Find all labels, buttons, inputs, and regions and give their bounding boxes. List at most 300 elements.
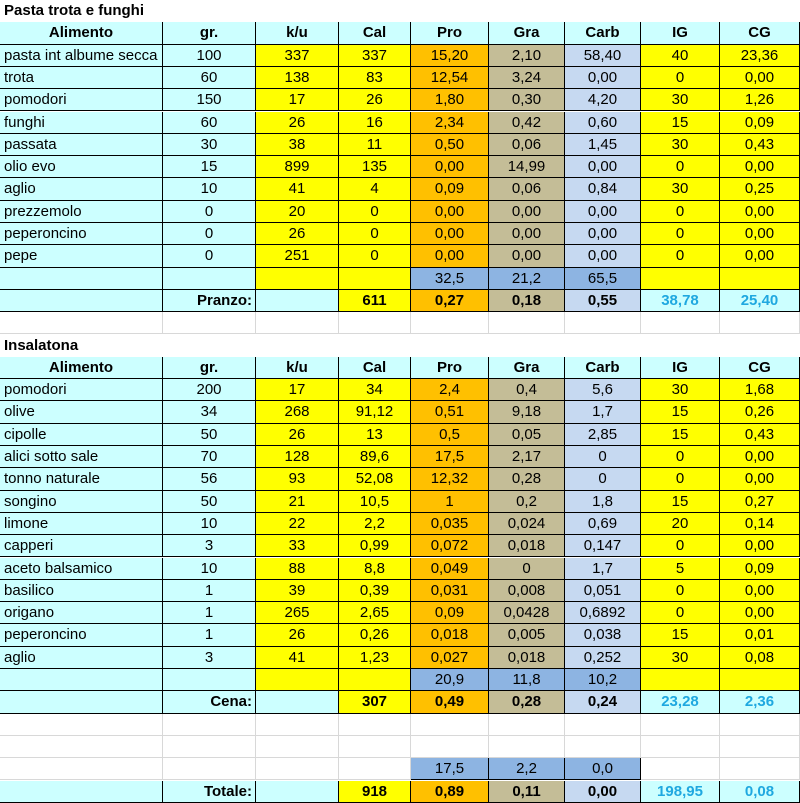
cell-ig[interactable]: 30 (641, 647, 720, 669)
cell-ku[interactable]: 26 (256, 112, 339, 134)
macro-cell-ku[interactable] (256, 669, 339, 691)
cell-ku[interactable]: 265 (256, 602, 339, 624)
cell-gra[interactable]: 2,17 (489, 446, 565, 468)
cell-pro[interactable]: 0,072 (411, 535, 489, 557)
cell-ig[interactable]: 0 (641, 446, 720, 468)
macro-cell-cg[interactable] (720, 669, 800, 691)
cell-alimento[interactable]: limone (0, 513, 163, 535)
cell-alimento[interactable]: origano (0, 602, 163, 624)
empty-cell[interactable] (163, 758, 256, 780)
summary-label[interactable]: Pranzo: (163, 290, 256, 312)
cell-carb[interactable]: 0,69 (565, 513, 641, 535)
cell-cal[interactable]: 83 (339, 67, 411, 89)
cell-ku[interactable]: 38 (256, 134, 339, 156)
cell-carb[interactable]: 1,7 (565, 558, 641, 580)
summary-blank[interactable] (0, 691, 163, 713)
cell-carb[interactable]: 2,85 (565, 424, 641, 446)
summary-gra[interactable]: 0,18 (489, 290, 565, 312)
empty-cell[interactable] (0, 312, 163, 334)
cell-alimento[interactable]: capperi (0, 535, 163, 557)
empty-cell[interactable] (256, 312, 339, 334)
cell-ku[interactable]: 138 (256, 67, 339, 89)
cell-ku[interactable]: 17 (256, 89, 339, 111)
cell-gr[interactable]: 1 (163, 580, 256, 602)
cell-cg[interactable]: 0,43 (720, 134, 800, 156)
cell-ig[interactable]: 15 (641, 491, 720, 513)
cell-ku[interactable]: 39 (256, 580, 339, 602)
summary-ig[interactable]: 198,95 (641, 781, 720, 803)
cell-alimento[interactable]: pomodori (0, 379, 163, 401)
empty-cell[interactable] (339, 714, 411, 736)
cell-cal[interactable]: 135 (339, 156, 411, 178)
cell-cal[interactable]: 11 (339, 134, 411, 156)
cell-alimento[interactable]: passata (0, 134, 163, 156)
macro-cell-ig[interactable] (641, 669, 720, 691)
macro-cell-pro[interactable]: 32,5 (411, 268, 489, 290)
cell-gr[interactable]: 10 (163, 513, 256, 535)
cell-gr[interactable]: 1 (163, 624, 256, 646)
cell-ig[interactable]: 0 (641, 201, 720, 223)
cell-cg[interactable]: 0,27 (720, 491, 800, 513)
cell-ku[interactable]: 41 (256, 647, 339, 669)
cell-alimento[interactable]: funghi (0, 112, 163, 134)
cell-cal[interactable]: 4 (339, 178, 411, 200)
cell-pro[interactable]: 12,54 (411, 67, 489, 89)
cell-cal[interactable]: 0 (339, 201, 411, 223)
cell-ku[interactable]: 128 (256, 446, 339, 468)
macro-cell-cal[interactable] (339, 669, 411, 691)
cell-cg[interactable]: 0,00 (720, 156, 800, 178)
cell-alimento[interactable]: alici sotto sale (0, 446, 163, 468)
cell-ku[interactable]: 33 (256, 535, 339, 557)
cell-carb[interactable]: 0,00 (565, 201, 641, 223)
cell-gra[interactable]: 0,05 (489, 424, 565, 446)
cell-cg[interactable]: 0,08 (720, 647, 800, 669)
summary-pro[interactable]: 0,89 (411, 781, 489, 803)
cell-cal[interactable]: 0,99 (339, 535, 411, 557)
empty-cell[interactable] (163, 312, 256, 334)
cell-carb[interactable]: 0,00 (565, 223, 641, 245)
cell-pro[interactable]: 0,50 (411, 134, 489, 156)
summary-cal[interactable]: 611 (339, 290, 411, 312)
empty-cell[interactable] (256, 758, 339, 780)
cell-pro[interactable]: 0,049 (411, 558, 489, 580)
cell-ku[interactable]: 26 (256, 424, 339, 446)
cell-cg[interactable]: 0,00 (720, 223, 800, 245)
cell-ig[interactable]: 0 (641, 602, 720, 624)
summary-gra[interactable]: 0,11 (489, 781, 565, 803)
cell-gr[interactable]: 60 (163, 67, 256, 89)
macro-cell-carb[interactable]: 10,2 (565, 669, 641, 691)
macro-cell-gr[interactable] (163, 669, 256, 691)
empty-cell[interactable] (0, 758, 163, 780)
cell-ig[interactable]: 30 (641, 89, 720, 111)
cell-gr[interactable]: 34 (163, 401, 256, 423)
cell-ig[interactable]: 0 (641, 468, 720, 490)
macro-cell-cg[interactable] (720, 268, 800, 290)
cell-pro[interactable]: 0,00 (411, 156, 489, 178)
summary-cg[interactable]: 25,40 (720, 290, 800, 312)
cell-alimento[interactable]: pasta int albume secca (0, 45, 163, 67)
totals-macro-pro[interactable]: 17,5 (411, 758, 489, 780)
macro-cell-cal[interactable] (339, 268, 411, 290)
summary-cal[interactable]: 307 (339, 691, 411, 713)
cell-pro[interactable]: 15,20 (411, 45, 489, 67)
cell-gra[interactable]: 0,018 (489, 535, 565, 557)
cell-gr[interactable]: 15 (163, 156, 256, 178)
totals-macro-gra[interactable]: 2,2 (489, 758, 565, 780)
cell-gra[interactable]: 0,28 (489, 468, 565, 490)
summary-ig[interactable]: 38,78 (641, 290, 720, 312)
cell-cal[interactable]: 91,12 (339, 401, 411, 423)
cell-ig[interactable]: 0 (641, 535, 720, 557)
cell-carb[interactable]: 0,038 (565, 624, 641, 646)
summary-carb[interactable]: 0,00 (565, 781, 641, 803)
summary-pro[interactable]: 0,49 (411, 691, 489, 713)
empty-cell[interactable] (163, 714, 256, 736)
empty-cell[interactable] (641, 714, 720, 736)
empty-cell[interactable] (163, 736, 256, 758)
cell-cg[interactable]: 23,36 (720, 45, 800, 67)
cell-ig[interactable]: 15 (641, 112, 720, 134)
empty-cell[interactable] (0, 736, 163, 758)
summary-label[interactable]: Cena: (163, 691, 256, 713)
cell-ku[interactable]: 41 (256, 178, 339, 200)
empty-cell[interactable] (339, 312, 411, 334)
cell-alimento[interactable]: aglio (0, 178, 163, 200)
cell-alimento[interactable]: tonno naturale (0, 468, 163, 490)
cell-gr[interactable]: 200 (163, 379, 256, 401)
cell-ig[interactable]: 0 (641, 580, 720, 602)
cell-pro[interactable]: 17,5 (411, 446, 489, 468)
header-ig[interactable]: IG (641, 357, 720, 379)
cell-cal[interactable]: 89,6 (339, 446, 411, 468)
cell-ku[interactable]: 20 (256, 201, 339, 223)
cell-gra[interactable]: 0,0428 (489, 602, 565, 624)
cell-alimento[interactable]: olive (0, 401, 163, 423)
summary-pro[interactable]: 0,27 (411, 290, 489, 312)
cell-cg[interactable]: 0,00 (720, 245, 800, 267)
cell-cal[interactable]: 0,26 (339, 624, 411, 646)
cell-carb[interactable]: 5,6 (565, 379, 641, 401)
cell-gr[interactable]: 150 (163, 89, 256, 111)
empty-cell[interactable] (256, 736, 339, 758)
cell-pro[interactable]: 0,018 (411, 624, 489, 646)
header-gr[interactable]: gr. (163, 357, 256, 379)
cell-gra[interactable]: 0 (489, 558, 565, 580)
cell-ig[interactable]: 15 (641, 401, 720, 423)
cell-gr[interactable]: 30 (163, 134, 256, 156)
cell-ku[interactable]: 17 (256, 379, 339, 401)
cell-cal[interactable]: 2,2 (339, 513, 411, 535)
cell-ku[interactable]: 93 (256, 468, 339, 490)
cell-carb[interactable]: 1,8 (565, 491, 641, 513)
cell-alimento[interactable]: songino (0, 491, 163, 513)
cell-cg[interactable]: 0,00 (720, 201, 800, 223)
summary-cg[interactable]: 2,36 (720, 691, 800, 713)
header-pro[interactable]: Pro (411, 22, 489, 44)
cell-pro[interactable]: 1,80 (411, 89, 489, 111)
cell-ig[interactable]: 5 (641, 558, 720, 580)
summary-carb[interactable]: 0,55 (565, 290, 641, 312)
header-ku[interactable]: k/u (256, 357, 339, 379)
cell-alimento[interactable]: peperoncino (0, 624, 163, 646)
summary-blank[interactable] (0, 781, 163, 803)
cell-carb[interactable]: 0,147 (565, 535, 641, 557)
cell-cal[interactable]: 26 (339, 89, 411, 111)
cell-gra[interactable]: 0,42 (489, 112, 565, 134)
header-cg[interactable]: CG (720, 22, 800, 44)
cell-carb[interactable]: 4,20 (565, 89, 641, 111)
cell-carb[interactable]: 0,60 (565, 112, 641, 134)
cell-ig[interactable]: 30 (641, 178, 720, 200)
cell-carb[interactable]: 0,00 (565, 245, 641, 267)
cell-pro[interactable]: 0,09 (411, 178, 489, 200)
header-alimento[interactable]: Alimento (0, 357, 163, 379)
cell-ig[interactable]: 15 (641, 624, 720, 646)
empty-cell[interactable] (411, 312, 489, 334)
macro-cell-gr[interactable] (163, 268, 256, 290)
cell-cg[interactable]: 0,00 (720, 67, 800, 89)
cell-carb[interactable]: 0,00 (565, 156, 641, 178)
cell-gra[interactable]: 0,30 (489, 89, 565, 111)
cell-cal[interactable]: 0 (339, 223, 411, 245)
cell-gra[interactable]: 14,99 (489, 156, 565, 178)
summary-cg[interactable]: 0,08 (720, 781, 800, 803)
cell-ig[interactable]: 0 (641, 223, 720, 245)
cell-pro[interactable]: 0,035 (411, 513, 489, 535)
cell-pro[interactable]: 1 (411, 491, 489, 513)
cell-gra[interactable]: 0,06 (489, 134, 565, 156)
cell-gr[interactable]: 1 (163, 602, 256, 624)
cell-alimento[interactable]: aglio (0, 647, 163, 669)
cell-carb[interactable]: 0 (565, 446, 641, 468)
cell-gr[interactable]: 50 (163, 491, 256, 513)
cell-pro[interactable]: 0,031 (411, 580, 489, 602)
cell-carb[interactable]: 0,84 (565, 178, 641, 200)
empty-cell[interactable] (489, 736, 565, 758)
cell-gr[interactable]: 3 (163, 535, 256, 557)
cell-ig[interactable]: 0 (641, 67, 720, 89)
cell-cal[interactable]: 10,5 (339, 491, 411, 513)
macro-cell-alimento[interactable] (0, 669, 163, 691)
cell-gra[interactable]: 2,10 (489, 45, 565, 67)
cell-cal[interactable]: 2,65 (339, 602, 411, 624)
cell-ku[interactable]: 88 (256, 558, 339, 580)
cell-cg[interactable]: 0,00 (720, 602, 800, 624)
empty-cell[interactable] (0, 714, 163, 736)
cell-alimento[interactable]: trota (0, 67, 163, 89)
empty-cell[interactable] (720, 714, 800, 736)
header-gra[interactable]: Gra (489, 22, 565, 44)
cell-pro[interactable]: 0,09 (411, 602, 489, 624)
summary-blank-ku[interactable] (256, 781, 339, 803)
cell-carb[interactable]: 0,051 (565, 580, 641, 602)
summary-carb[interactable]: 0,24 (565, 691, 641, 713)
cell-alimento[interactable]: prezzemolo (0, 201, 163, 223)
macro-cell-alimento[interactable] (0, 268, 163, 290)
empty-cell[interactable] (411, 714, 489, 736)
cell-ig[interactable]: 30 (641, 134, 720, 156)
cell-pro[interactable]: 0,00 (411, 201, 489, 223)
cell-gra[interactable]: 0,005 (489, 624, 565, 646)
cell-gra[interactable]: 0,018 (489, 647, 565, 669)
macro-cell-gra[interactable]: 11,8 (489, 669, 565, 691)
cell-gra[interactable]: 0,008 (489, 580, 565, 602)
cell-cg[interactable]: 0,09 (720, 558, 800, 580)
cell-pro[interactable]: 2,34 (411, 112, 489, 134)
cell-gr[interactable]: 0 (163, 201, 256, 223)
summary-blank-ku[interactable] (256, 691, 339, 713)
header-cg[interactable]: CG (720, 357, 800, 379)
cell-carb[interactable]: 58,40 (565, 45, 641, 67)
macro-cell-pro[interactable]: 20,9 (411, 669, 489, 691)
header-gr[interactable]: gr. (163, 22, 256, 44)
cell-cal[interactable]: 16 (339, 112, 411, 134)
macro-cell-gra[interactable]: 21,2 (489, 268, 565, 290)
cell-ku[interactable]: 26 (256, 223, 339, 245)
cell-cg[interactable]: 0,09 (720, 112, 800, 134)
cell-gr[interactable]: 50 (163, 424, 256, 446)
header-ig[interactable]: IG (641, 22, 720, 44)
empty-cell[interactable] (641, 758, 720, 780)
header-gra[interactable]: Gra (489, 357, 565, 379)
cell-cal[interactable]: 52,08 (339, 468, 411, 490)
cell-pro[interactable]: 12,32 (411, 468, 489, 490)
summary-blank-ku[interactable] (256, 290, 339, 312)
empty-cell[interactable] (489, 714, 565, 736)
cell-gr[interactable]: 56 (163, 468, 256, 490)
cell-carb[interactable]: 0,252 (565, 647, 641, 669)
cell-ku[interactable]: 337 (256, 45, 339, 67)
cell-pro[interactable]: 0,51 (411, 401, 489, 423)
cell-cal[interactable]: 34 (339, 379, 411, 401)
cell-cal[interactable]: 8,8 (339, 558, 411, 580)
cell-ku[interactable]: 268 (256, 401, 339, 423)
cell-ig[interactable]: 30 (641, 379, 720, 401)
cell-gra[interactable]: 9,18 (489, 401, 565, 423)
macro-cell-carb[interactable]: 65,5 (565, 268, 641, 290)
macro-cell-ig[interactable] (641, 268, 720, 290)
cell-cg[interactable]: 0,14 (720, 513, 800, 535)
header-pro[interactable]: Pro (411, 357, 489, 379)
cell-ku[interactable]: 26 (256, 624, 339, 646)
cell-gr[interactable]: 0 (163, 223, 256, 245)
header-cal[interactable]: Cal (339, 22, 411, 44)
cell-cal[interactable]: 1,23 (339, 647, 411, 669)
summary-ig[interactable]: 23,28 (641, 691, 720, 713)
cell-alimento[interactable]: aceto balsamico (0, 558, 163, 580)
cell-gra[interactable]: 0,00 (489, 223, 565, 245)
cell-ig[interactable]: 0 (641, 156, 720, 178)
empty-cell[interactable] (339, 758, 411, 780)
cell-gra[interactable]: 0,024 (489, 513, 565, 535)
empty-cell[interactable] (339, 736, 411, 758)
cell-gr[interactable]: 70 (163, 446, 256, 468)
cell-carb[interactable]: 1,45 (565, 134, 641, 156)
summary-blank[interactable] (0, 290, 163, 312)
cell-carb[interactable]: 1,7 (565, 401, 641, 423)
cell-gr[interactable]: 100 (163, 45, 256, 67)
empty-cell[interactable] (720, 758, 800, 780)
cell-cal[interactable]: 0,39 (339, 580, 411, 602)
cell-alimento[interactable]: cipolle (0, 424, 163, 446)
summary-label[interactable]: Totale: (163, 781, 256, 803)
summary-gra[interactable]: 0,28 (489, 691, 565, 713)
header-carb[interactable]: Carb (565, 22, 641, 44)
cell-gr[interactable]: 0 (163, 245, 256, 267)
header-ku[interactable]: k/u (256, 22, 339, 44)
macro-cell-ku[interactable] (256, 268, 339, 290)
cell-cg[interactable]: 0,25 (720, 178, 800, 200)
cell-alimento[interactable]: peperoncino (0, 223, 163, 245)
cell-carb[interactable]: 0 (565, 468, 641, 490)
cell-cg[interactable]: 1,68 (720, 379, 800, 401)
cell-alimento[interactable]: pepe (0, 245, 163, 267)
empty-cell[interactable] (489, 312, 565, 334)
cell-pro[interactable]: 0,00 (411, 245, 489, 267)
cell-ku[interactable]: 251 (256, 245, 339, 267)
empty-cell[interactable] (411, 736, 489, 758)
empty-cell[interactable] (565, 312, 641, 334)
empty-cell[interactable] (720, 736, 800, 758)
summary-cal[interactable]: 918 (339, 781, 411, 803)
cell-pro[interactable]: 0,5 (411, 424, 489, 446)
cell-pro[interactable]: 0,027 (411, 647, 489, 669)
cell-cal[interactable]: 0 (339, 245, 411, 267)
empty-cell[interactable] (565, 736, 641, 758)
cell-gra[interactable]: 0,00 (489, 245, 565, 267)
cell-gra[interactable]: 3,24 (489, 67, 565, 89)
cell-gra[interactable]: 0,4 (489, 379, 565, 401)
cell-alimento[interactable]: olio evo (0, 156, 163, 178)
cell-pro[interactable]: 0,00 (411, 223, 489, 245)
cell-cg[interactable]: 0,43 (720, 424, 800, 446)
cell-ku[interactable]: 22 (256, 513, 339, 535)
cell-pro[interactable]: 2,4 (411, 379, 489, 401)
cell-cg[interactable]: 1,26 (720, 89, 800, 111)
cell-carb[interactable]: 0,00 (565, 67, 641, 89)
empty-cell[interactable] (565, 714, 641, 736)
cell-cg[interactable]: 0,26 (720, 401, 800, 423)
cell-gra[interactable]: 0,2 (489, 491, 565, 513)
cell-cal[interactable]: 13 (339, 424, 411, 446)
totals-macro-carb[interactable]: 0,0 (565, 758, 641, 780)
cell-ig[interactable]: 20 (641, 513, 720, 535)
cell-gr[interactable]: 60 (163, 112, 256, 134)
cell-gr[interactable]: 10 (163, 178, 256, 200)
cell-ig[interactable]: 15 (641, 424, 720, 446)
cell-gra[interactable]: 0,06 (489, 178, 565, 200)
cell-cg[interactable]: 0,00 (720, 446, 800, 468)
cell-ku[interactable]: 899 (256, 156, 339, 178)
empty-cell[interactable] (641, 312, 720, 334)
cell-carb[interactable]: 0,6892 (565, 602, 641, 624)
header-carb[interactable]: Carb (565, 357, 641, 379)
cell-cg[interactable]: 0,01 (720, 624, 800, 646)
cell-alimento[interactable]: pomodori (0, 89, 163, 111)
cell-ig[interactable]: 40 (641, 45, 720, 67)
header-alimento[interactable]: Alimento (0, 22, 163, 44)
cell-gra[interactable]: 0,00 (489, 201, 565, 223)
cell-cal[interactable]: 337 (339, 45, 411, 67)
cell-ku[interactable]: 21 (256, 491, 339, 513)
cell-gr[interactable]: 3 (163, 647, 256, 669)
empty-cell[interactable] (256, 714, 339, 736)
empty-cell[interactable] (641, 736, 720, 758)
cell-cg[interactable]: 0,00 (720, 535, 800, 557)
cell-gr[interactable]: 10 (163, 558, 256, 580)
